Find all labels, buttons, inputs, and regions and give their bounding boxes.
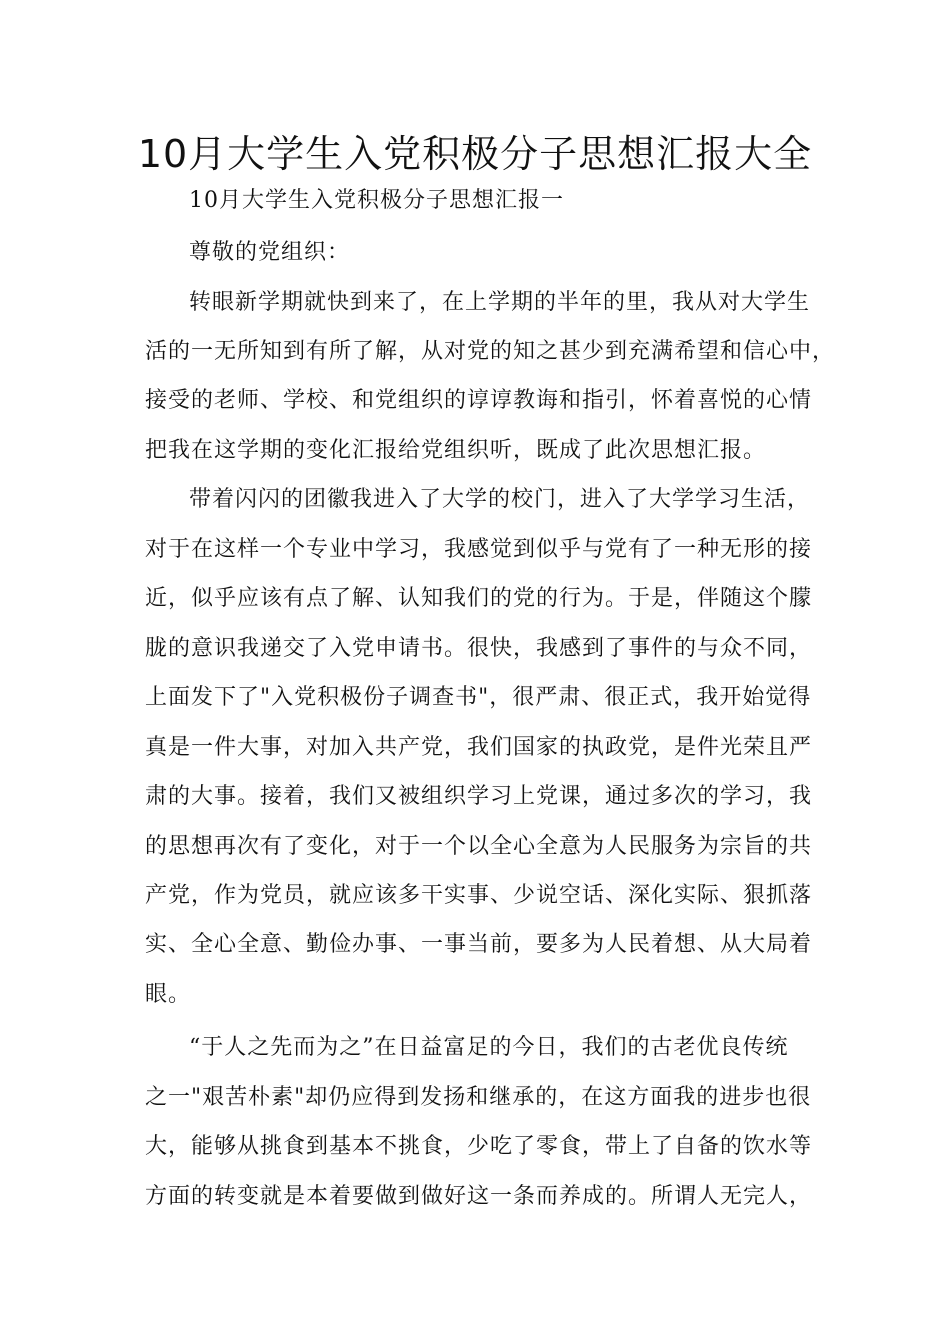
paragraph-line: 带着闪闪的团徽我进入了大学的校门，进入了大学学习生活， bbox=[189, 487, 811, 512]
paragraph-line: 产党，作为党员，就应该多干实事、少说空话、深化实际、狠抓落 bbox=[145, 883, 813, 908]
paragraph-line: 胧的意识我递交了入党申请书。很快，我感到了事件的与众不同， bbox=[145, 636, 813, 661]
paragraph-line: 方面的转变就是本着要做到做好这一条而养成的。所谓人无完人， bbox=[145, 1184, 813, 1209]
paragraph-line: 把我在这学期的变化汇报给党组织听，既成了此次思想汇报。 bbox=[145, 438, 767, 463]
document-title: 10月大学生入党积极分子思想汇报大全 bbox=[137, 132, 813, 176]
paragraph-line: “于人之先而为之”在日益富足的今日，我们的古老优良传统 bbox=[189, 1035, 789, 1060]
paragraph-line: 真是一件大事，对加入共产党，我们国家的执政党，是件光荣且严 bbox=[145, 735, 813, 760]
paragraph-line: 上面发下了"入党积极份子调查书"，很严肃、很正式，我开始觉得 bbox=[145, 685, 812, 710]
salutation-line: 尊敬的党组织： bbox=[189, 240, 351, 265]
paragraph-line: 接受的老师、学校、和党组织的谆谆教诲和指引，怀着喜悦的心情 bbox=[145, 388, 813, 413]
paragraph-line: 转眼新学期就快到来了，在上学期的半年的里，我从对大学生 bbox=[189, 290, 811, 315]
paragraph-line: 活的一无所知到有所了解，从对党的知之甚少到充满希望和信心中， bbox=[145, 339, 836, 364]
paragraph-line: 眼。 bbox=[145, 982, 192, 1007]
paragraph-line: 之一"艰苦朴素"却仍应得到发扬和继承的，在这方面我的进步也很 bbox=[145, 1085, 812, 1110]
paragraph-line: 对于在这样一个专业中学习，我感觉到似乎与党有了一种无形的接 bbox=[145, 537, 813, 562]
paragraph-line: 实、全心全意、勤俭办事、一事当前，要多为人民着想、从大局着 bbox=[145, 932, 813, 957]
paragraph-line: 大，能够从挑食到基本不挑食，少吃了零食，带上了自备的饮水等 bbox=[145, 1134, 813, 1159]
subtitle-line: 10月大学生入党积极分子思想汇报一 bbox=[189, 188, 564, 213]
paragraph-line: 肃的大事。接着，我们又被组织学习上党课，通过多次的学习，我 bbox=[145, 784, 813, 809]
paragraph-line: 的思想再次有了变化，对于一个以全心全意为人民服务为宗旨的共 bbox=[145, 834, 813, 859]
paragraph-line: 近，似乎应该有点了解、认知我们的党的行为。于是，伴随这个朦 bbox=[145, 586, 813, 611]
